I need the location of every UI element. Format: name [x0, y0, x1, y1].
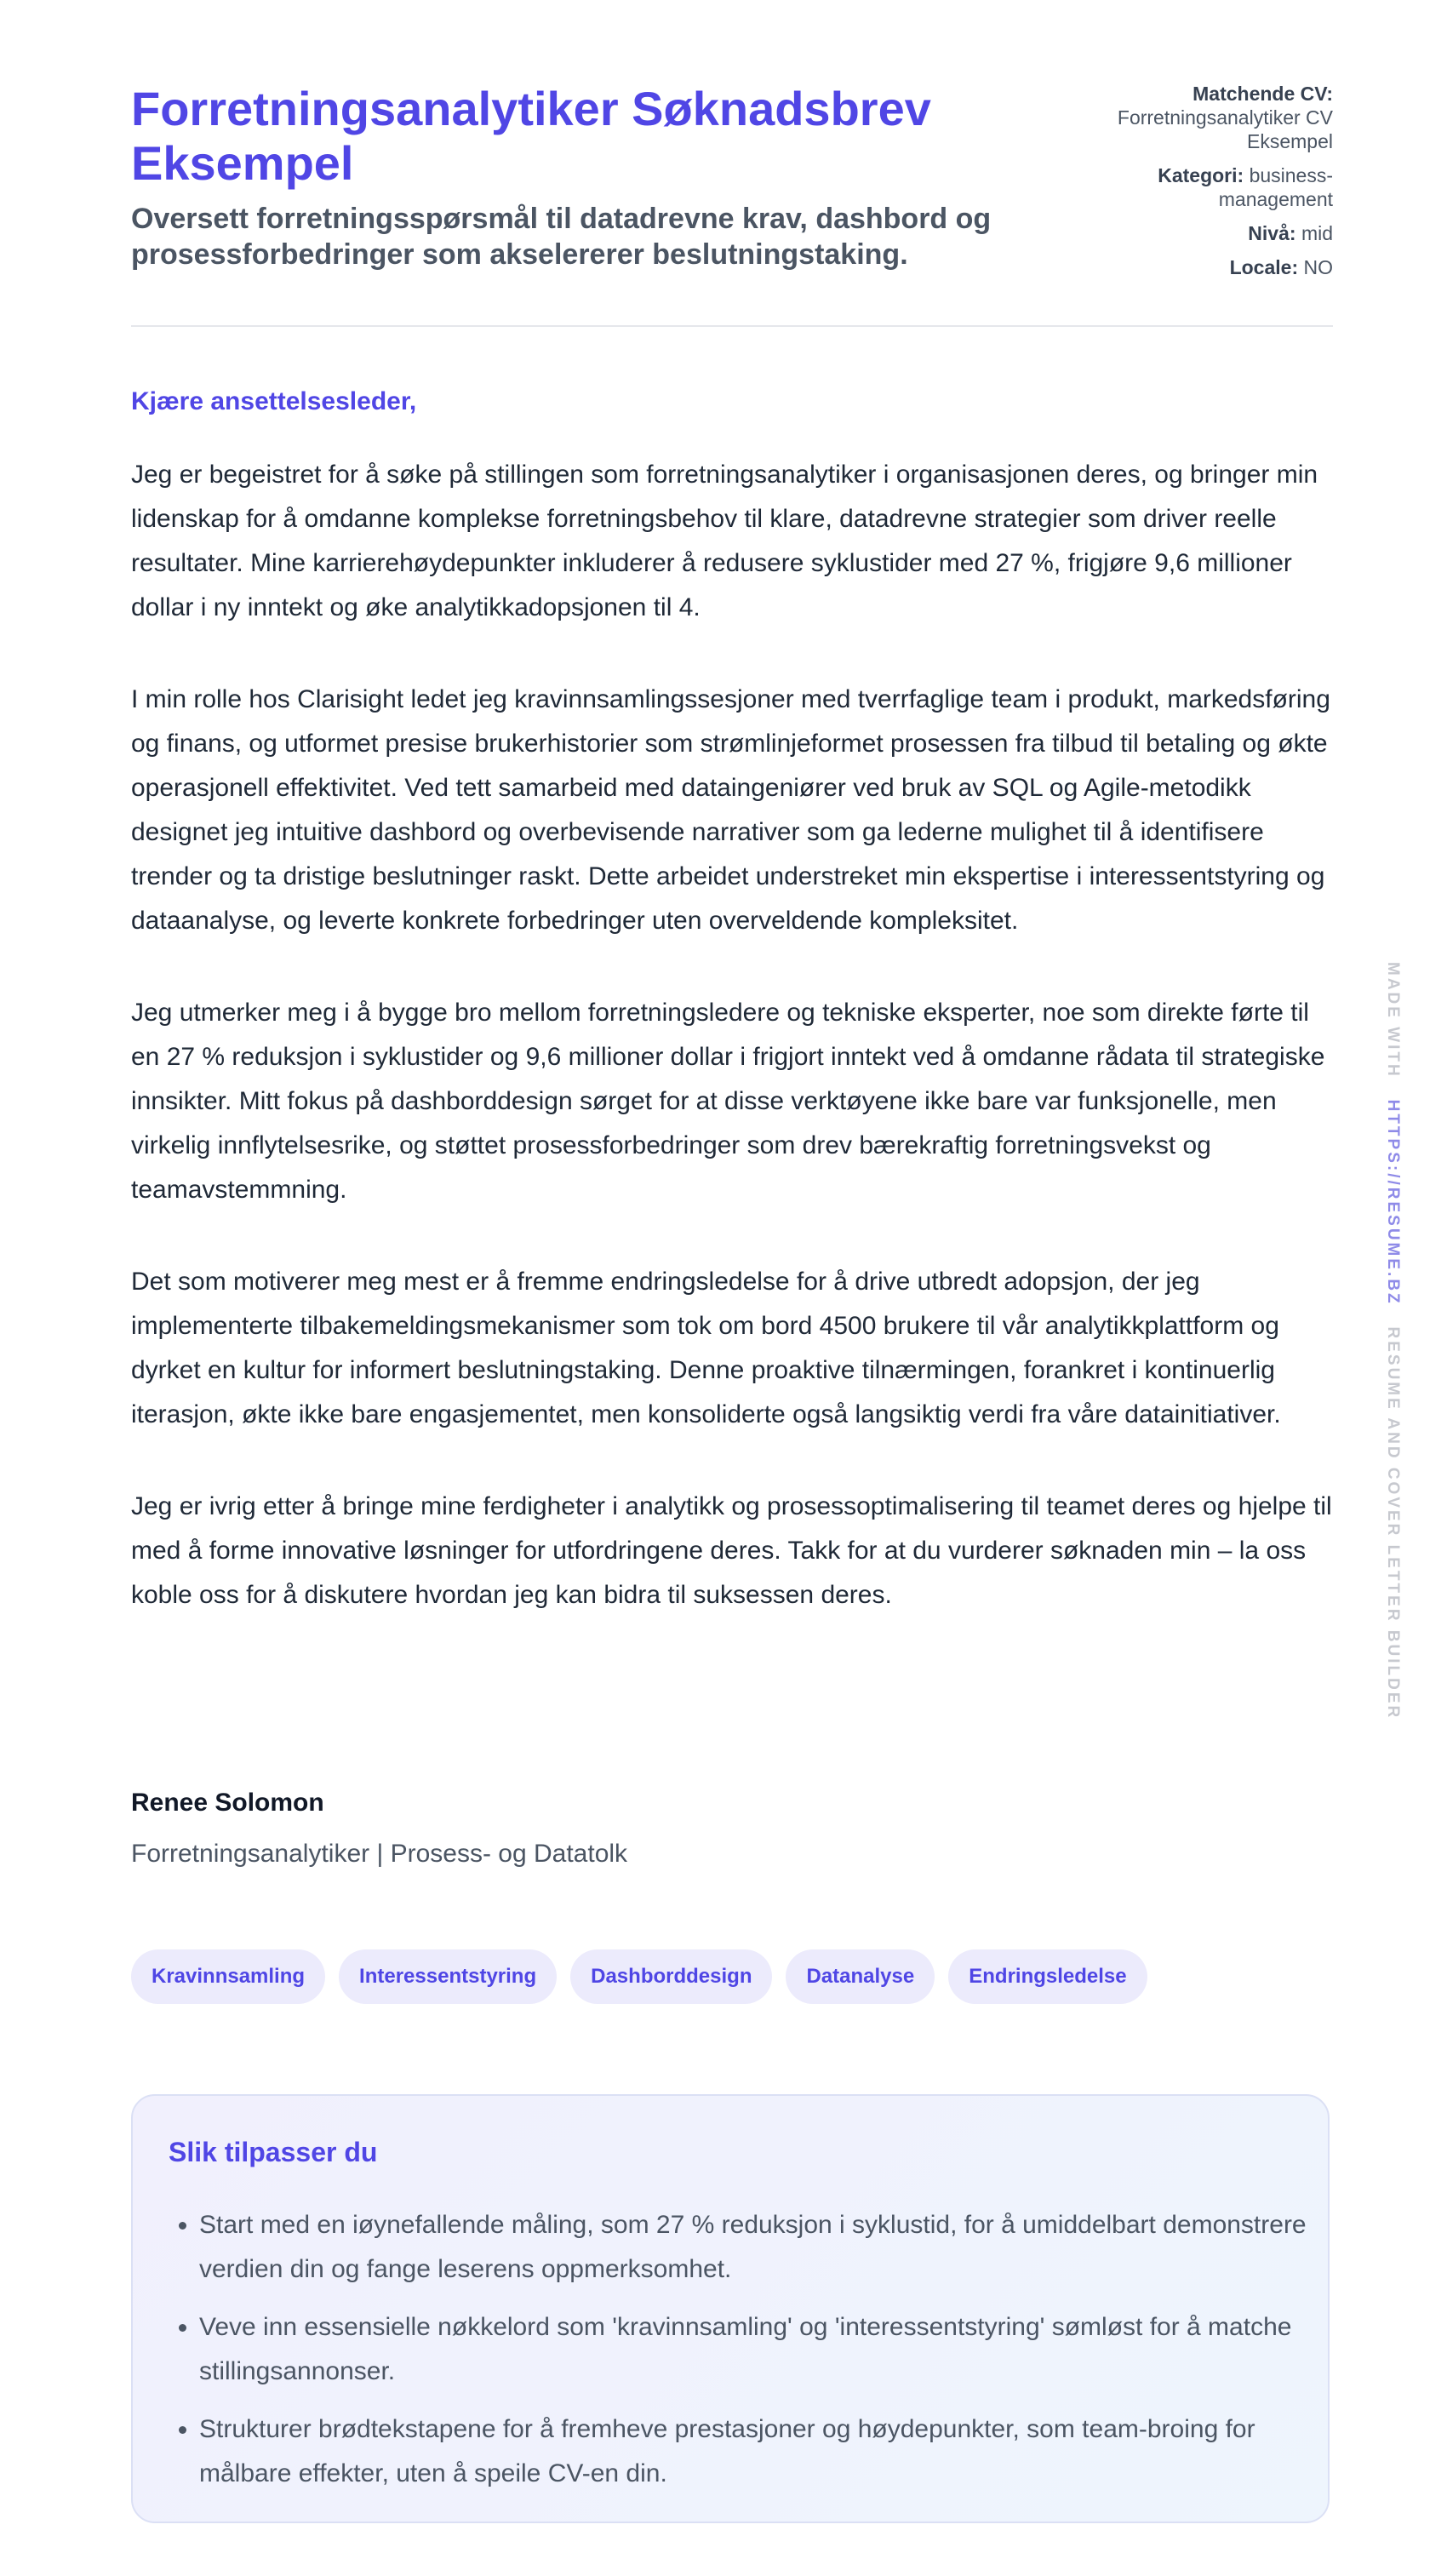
tips-title: Slik tilpasser du — [169, 2137, 378, 2167]
meta-locale-label: Locale: — [1229, 256, 1299, 278]
letter-paragraph: Jeg er ivrig etter å bringe mine ferdigheter i analytikk og prosessoptimalisering til teamet deres og hjelpe til med å forme innovative løsninger for utfordringene deres. Takk for at du vurderer søknaden min – la oss koble oss for å diskutere hvordan jeg kan bidra til suksessen deres. — [131, 1492, 1332, 1609]
skill-tag: Interessentstyring — [339, 1949, 557, 2004]
watermark-text — [1382, 962, 1403, 1720]
tips-list — [163, 2203, 1323, 2510]
salutation: Kjære ansettelsesleder, — [131, 387, 417, 415]
letter-paragraph: Jeg er begeistret for å søke på stillingen som forretningsanalytiker i organisasjonen deres, og bringer min lidenskap for å omdanne komplekse forretningsbehov til klare, datadrevne strategier som driver reelle resultater. Mine karrierehøydepunkter inkluderer å redusere syklustider med 27 %, frigjøre 9,6 millioner dollar i ny inntekt og øke analytikkadopsjonen til 4. — [131, 461, 1318, 621]
letter-paragraph: Det som motiverer meg mest er å fremme endringsledelse for å drive utbredt adopsjon, der jeg implementerte tilbakemeldingsmekanismer som tok om bord 4500 brukere til vår analytikkplattform og dyrket en kultur for informert beslutningstaking. Denne proaktive tilnærmingen, forankret i kontinuerlig iterasjon, økte ikke bare engasjementet, men konsoliderte også langsiktig verdi fra våre datainitiativer. — [131, 1268, 1281, 1428]
meta-cv-value[interactable]: Forretningsanalytiker CV Eksempel — [1117, 106, 1333, 152]
page-subtitle: Oversett forretningsspørsmål til datadrevne krav, dashbord og prosessforbedringer som akselererer beslutningstaking. — [131, 203, 992, 271]
tips-item: • Veve inn essensielle nøkkelord som 'kravinnsamling' og 'interessentstyring' sømløst for å matche stillingsannonser. — [199, 2305, 1323, 2394]
meta-locale — [1078, 255, 1333, 279]
skill-tags — [131, 1949, 1147, 2004]
tips-item: • Start med en iøynefallende måling, som 27 % reduksjon i syklustid, for å umiddelbart demonstrere verdien din og fange leserens oppmerksomhet. — [199, 2203, 1323, 2292]
skill-tag: Endringsledelse — [948, 1949, 1147, 2004]
letter-paragraph: Jeg utmerker meg i å bygge bro mellom forretningsledere og tekniske eksperter, noe som direkte førte til en 27 % reduksjon i syklustider og 9,6 millioner dollar i frigjort inntekt ved å omdanne rådata til strategiske innsikter. Mitt fokus på dashborddesign sørget for at disse verktøyene ikke bare var funksjonelle, men virkelig innflytelsesrike, og støttet prosessforbedringer som drev bærekraftig forretningsvekst og teamavstemmning. — [131, 999, 1325, 1204]
skill-tag: Dashborddesign — [570, 1949, 772, 2004]
meta-category-label: Kategori: — [1158, 164, 1244, 186]
letter-body — [131, 453, 1333, 1665]
meta-level-value: mid — [1301, 222, 1333, 244]
meta-category-value: business-management — [1218, 164, 1333, 210]
meta-locale-value: NO — [1303, 256, 1333, 278]
tips-item: • Strukturer brødtekstapene for å fremheve prestasjoner og høydepunkter, som team-broing for målbare effekter, uten å speile CV-en din. — [199, 2407, 1323, 2496]
skill-tag: Kravinnsamling — [131, 1949, 325, 2004]
signature-role: Forretningsanalytiker | Prosess- og Datatolk — [131, 1840, 628, 1868]
meta-cv-label: Matchende CV: — [1192, 83, 1333, 105]
meta-panel — [1078, 82, 1333, 289]
letter-paragraph: I min rolle hos Clarisight ledet jeg kravinnsamlingssesjoner med tverrfaglige team i produkt, markedsføring og finans, og utformet presise brukerhistorier som strømlinjeformet prosessen fra tilbud til betaling og økte operasjonell effektivitet. Ved tett samarbeid med dataingeniører ved bruk av SQL og Agile-metodikk designet jeg intuitive dashbord og overbevisende narrativer som ga lederne mulighet til å identifisere trender og ta dristige beslutninger raskt. Dette arbeidet understreket min ekspertise i interessentstyring og dataanalyse, og leverte konkrete forbedringer uten overveldende kompleksitet. — [131, 685, 1330, 935]
header-divider — [131, 325, 1333, 327]
meta-level — [1078, 221, 1333, 245]
watermark-link[interactable]: HTTPS://RESUME.BZ — [1384, 1099, 1402, 1306]
page-title: Forretningsanalytiker Søknadsbrev Eksempel — [131, 82, 931, 190]
skill-tag: Datanalyse — [786, 1949, 935, 2004]
meta-cv — [1078, 82, 1333, 153]
watermark-prefix: MADE WITH — [1384, 962, 1402, 1079]
meta-level-label: Nivå: — [1248, 222, 1296, 244]
tips-box — [131, 2094, 1330, 2523]
signature-name: Renee Solomon — [131, 1789, 324, 1817]
meta-category — [1078, 163, 1333, 211]
watermark-suffix: RESUME AND COVER LETTER BUILDER — [1384, 1326, 1402, 1720]
header — [131, 82, 1333, 327]
